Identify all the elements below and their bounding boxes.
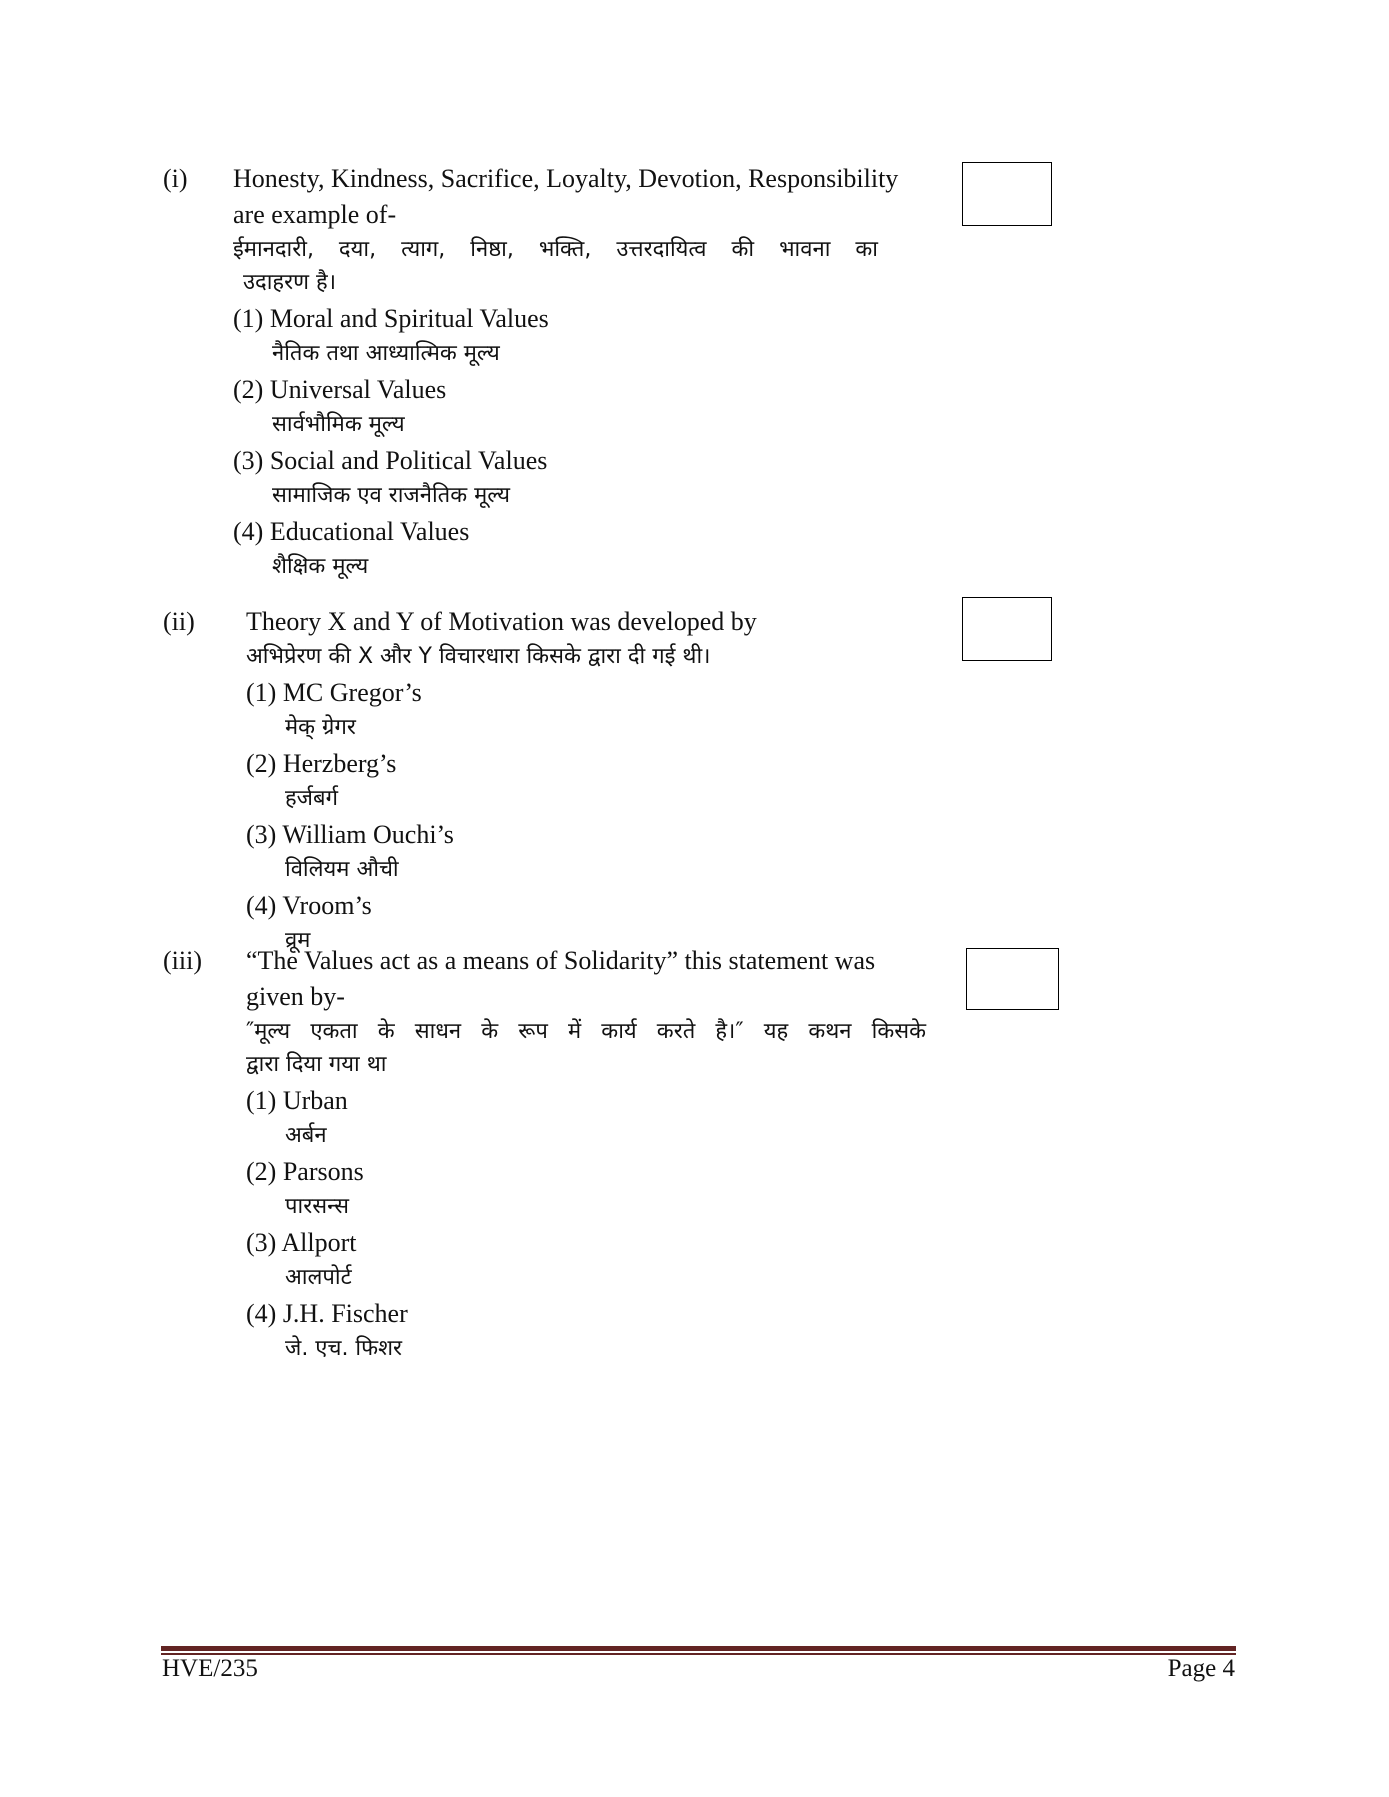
option-2[interactable] (233, 372, 993, 441)
option-label-en: (3) Social and Political Values (233, 446, 548, 475)
question-stem-en: given by- (246, 982, 345, 1011)
question-stem-hi: ″मूल्य एकता के साधन के रूप में कार्य करते है।″ यह कथन किसके (246, 1019, 926, 1044)
option-3[interactable] (246, 1225, 946, 1294)
option-label-hi: पारसन्स (285, 1194, 350, 1219)
question-number: (iii) (163, 946, 202, 975)
document-code: HVE/235 (162, 1655, 258, 1682)
question-body (233, 161, 993, 583)
page-number: Page 4 (1167, 1655, 1235, 1682)
option-3[interactable] (233, 443, 993, 512)
question-number: (ii) (163, 607, 195, 636)
option-label-hi: व्रूम (285, 928, 311, 953)
question-stem-hi: उदाहरण है। (243, 270, 337, 295)
option-label-en: (2) Parsons (246, 1157, 364, 1186)
question-stem-en: Honesty, Kindness, Sacrifice, Loyalty, Devotion, Responsibility (233, 164, 899, 193)
option-label-hi: नैतिक तथा आध्यात्मिक मूल्य (272, 341, 500, 366)
option-label-hi: सार्वभौमिक मूल्य (272, 412, 405, 437)
option-3[interactable] (246, 817, 966, 886)
option-label-hi: शैक्षिक मूल्य (272, 554, 369, 579)
question-stem-hi: द्वारा दिया गया था (246, 1052, 387, 1077)
option-label-en: (4) Vroom’s (246, 891, 372, 920)
option-label-hi: मेक् ग्रेगर (285, 715, 356, 740)
option-label-en: (1) Moral and Spiritual Values (233, 304, 549, 333)
option-label-en: (3) Allport (246, 1228, 357, 1257)
option-label-en: (3) William Ouchi’s (246, 820, 454, 849)
option-label-hi: जे. एच. फिशर (285, 1336, 403, 1361)
question-number: (i) (163, 164, 188, 193)
option-4[interactable] (233, 514, 993, 583)
footer-divider (161, 1646, 1236, 1655)
option-label-hi: सामाजिक एव राजनैतिक मूल्य (272, 483, 511, 508)
answer-box-3[interactable] (966, 948, 1059, 1010)
question-stem-en: “The Values act as a means of Solidarity” this statement was (246, 946, 876, 975)
answer-box-1[interactable] (962, 162, 1052, 226)
option-label-hi: आलपोर्ट (285, 1265, 352, 1290)
option-4[interactable] (246, 1296, 946, 1365)
option-label-en: (2) Herzberg’s (246, 749, 397, 778)
option-label-hi: अर्बन (285, 1123, 327, 1148)
question-stem-en: are example of- (233, 200, 397, 229)
option-1[interactable] (246, 675, 966, 744)
option-label-en: (2) Universal Values (233, 375, 447, 404)
question-stem-en: Theory X and Y of Motivation was developed by (246, 607, 757, 636)
option-label-hi: हर्जबर्ग (285, 786, 338, 811)
question-body (246, 943, 946, 1365)
question-body (246, 604, 966, 957)
option-2[interactable] (246, 1154, 946, 1223)
option-1[interactable] (233, 301, 993, 370)
option-label-en: (1) Urban (246, 1086, 348, 1115)
question-stem-hi: ईमानदारी, दया, त्याग, निष्ठा, भक्ति, उत्तरदायित्व की भावना का (233, 237, 878, 262)
option-label-en: (1) MC Gregor’s (246, 678, 422, 707)
option-label-hi: विलियम औची (285, 857, 399, 882)
option-1[interactable] (246, 1083, 946, 1152)
option-label-en: (4) Educational Values (233, 517, 470, 546)
answer-box-2[interactable] (962, 597, 1052, 661)
option-label-en: (4) J.H. Fischer (246, 1299, 408, 1328)
option-2[interactable] (246, 746, 966, 815)
question-stem-hi: अभिप्रेरण की X और Y विचारधारा किसके द्वारा दी गई थी। (246, 644, 711, 669)
